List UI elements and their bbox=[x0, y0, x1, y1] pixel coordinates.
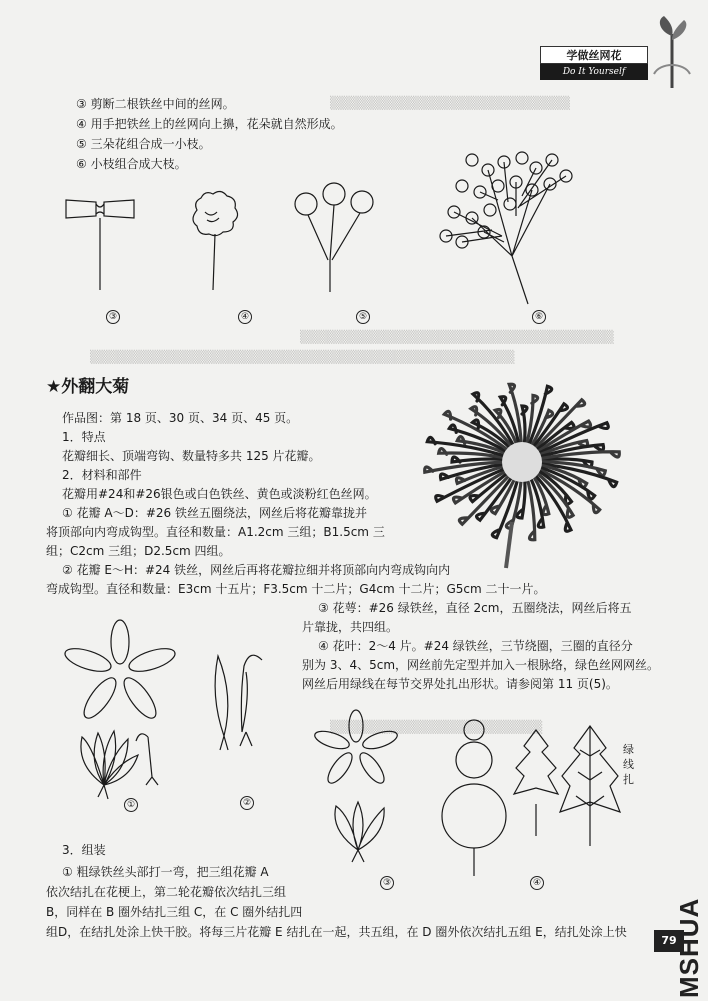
figure-label-mid-1: ① bbox=[124, 798, 138, 812]
figure-leaf-frames bbox=[440, 716, 620, 886]
features-text: 花瓣细长、顶端弯钩、数量特多共 125 片花瓣。 bbox=[62, 449, 321, 463]
figure-step-4 bbox=[185, 190, 245, 310]
figure-step-5 bbox=[290, 180, 380, 310]
calyx-line-1: ③ 花萼：#26 绿铁丝，直径 2cm，五圈绕法，网丝后将五 bbox=[318, 601, 632, 615]
leaf-icon bbox=[650, 14, 694, 90]
assembly-line-3: B，同样在 B 圈外结扎三组 C，在 C 圈外结扎四 bbox=[46, 905, 303, 919]
petal-eh-line-1: ② 花瓣 E～H：#24 铁丝，网丝后再将花瓣拉细并将顶部向内弯成钩向内 bbox=[62, 563, 451, 577]
step-6-text: ⑥ 小枝组合成大枝。 bbox=[76, 157, 187, 171]
assembly-line-1: ① 粗绿铁丝头部打一弯，把三组花瓣 A bbox=[62, 865, 269, 879]
figure-calyx bbox=[312, 710, 402, 870]
figure-label-5: ⑤ bbox=[356, 310, 370, 324]
petal-ad-line-3: 组；C2cm 三组；D2.5cm 四组。 bbox=[46, 544, 231, 558]
assembly-line-2: 依次结扎在花梗上，第二轮花瓣依次结扎三组 bbox=[46, 885, 287, 899]
figure-petal-bundle-1 bbox=[70, 725, 170, 805]
leaf-line-2: 别为 3、4、5cm，网丝前先定型并加入一根脉络，绿色丝网网丝。 bbox=[302, 658, 660, 672]
heading-features: 1．特点 bbox=[62, 430, 106, 444]
leaf-line-3: 网丝后用绿线在每节交界处扎出形状。请参阅第 11 页(5)。 bbox=[302, 677, 618, 691]
heading-assembly: 3．组装 bbox=[62, 843, 106, 857]
petal-eh-line-2: 弯成钩型。直径和数量：E3cm 十五片；F3.5cm 十二片；G4cm 十二片；G5cm 二十一片。 bbox=[46, 582, 546, 596]
figure-label-3: ③ bbox=[106, 310, 120, 324]
figure-step-3 bbox=[60, 190, 140, 310]
show-through-text: ▒▒▒▒▒▒▒▒▒▒▒▒▒▒▒▒▒▒▒▒▒▒▒▒▒▒▒▒▒▒▒▒▒▒ bbox=[300, 330, 614, 344]
figure-label-mid-3: ③ bbox=[380, 876, 394, 890]
chrysanthemum-photo bbox=[402, 372, 642, 572]
figure-label-4: ④ bbox=[238, 310, 252, 324]
petal-ad-line-1: ① 花瓣 A～D：#26 铁丝五圈绕法，网丝后将花瓣靠拢并 bbox=[62, 506, 367, 520]
green-label-char: 扎 bbox=[623, 773, 634, 786]
watermark-text: MSHUA bbox=[674, 897, 704, 998]
show-through-text: ▒▒▒▒▒▒▒▒▒▒▒▒▒▒▒▒▒▒▒▒▒▒▒ bbox=[330, 720, 543, 734]
figure-petal-long bbox=[200, 650, 280, 760]
works-pages: 作品图：第 18 页、30 页、34 页、45 页。 bbox=[62, 411, 299, 425]
figure-label-mid-2: ② bbox=[240, 796, 254, 810]
book-title: 学做丝网花 bbox=[540, 46, 648, 64]
materials-text: 花瓣用#24和#26银色或白色铁丝、黄色或淡粉红色丝网。 bbox=[62, 487, 377, 501]
figure-label-mid-4: ④ bbox=[530, 876, 544, 890]
step-5-text: ⑤ 三朵花组合成一小枝。 bbox=[76, 137, 211, 151]
figure-label-6: ⑥ bbox=[532, 310, 546, 324]
calyx-line-2: 片靠拢，共四组。 bbox=[302, 620, 399, 634]
step-3-text: ③ 剪断二根铁丝中间的丝网。 bbox=[76, 97, 235, 111]
leaf-line-1: ④ 花叶：2～4 片。#24 绿铁丝，三节绕圈，三圈的直径分 bbox=[318, 639, 633, 653]
book-subtitle: Do It Yourself bbox=[540, 64, 648, 80]
green-thread-label bbox=[623, 742, 637, 787]
header-badge bbox=[540, 46, 648, 82]
petal-ad-line-2: 将顶部向内弯成钩型。直径和数量：A1.2cm 三组；B1.5cm 三 bbox=[46, 525, 385, 539]
green-label-char: 线 bbox=[623, 758, 634, 771]
section-title: ★外翻大菊 bbox=[46, 377, 130, 397]
show-through-text: ▒▒▒▒▒▒▒▒▒▒▒▒▒▒▒▒▒▒▒▒▒▒▒▒▒▒▒▒▒▒▒▒▒▒▒▒▒▒▒▒▒▒▒▒▒▒ bbox=[90, 350, 515, 364]
heading-materials: 2．材料和部件 bbox=[62, 468, 142, 482]
step-4-text: ④ 用手把铁丝上的丝网向上擤，花朵就自然形成。 bbox=[76, 117, 343, 131]
figure-step-6 bbox=[432, 146, 592, 306]
page-number: 79 bbox=[654, 930, 684, 952]
show-through-text: ▒▒▒▒▒▒▒▒▒▒▒▒▒▒▒▒▒▒▒▒▒▒▒▒▒▒ bbox=[330, 96, 570, 110]
figure-petal-flower bbox=[60, 620, 180, 720]
watermark bbox=[670, 880, 706, 1000]
green-label-char: 绿 bbox=[623, 743, 634, 756]
assembly-line-4: 组D，在结扎处涂上快干胶。将每三片花瓣 E 结扎在一起，共五组，在 D 圈外依次结扎五组 E，结扎处涂上快 bbox=[46, 925, 627, 939]
